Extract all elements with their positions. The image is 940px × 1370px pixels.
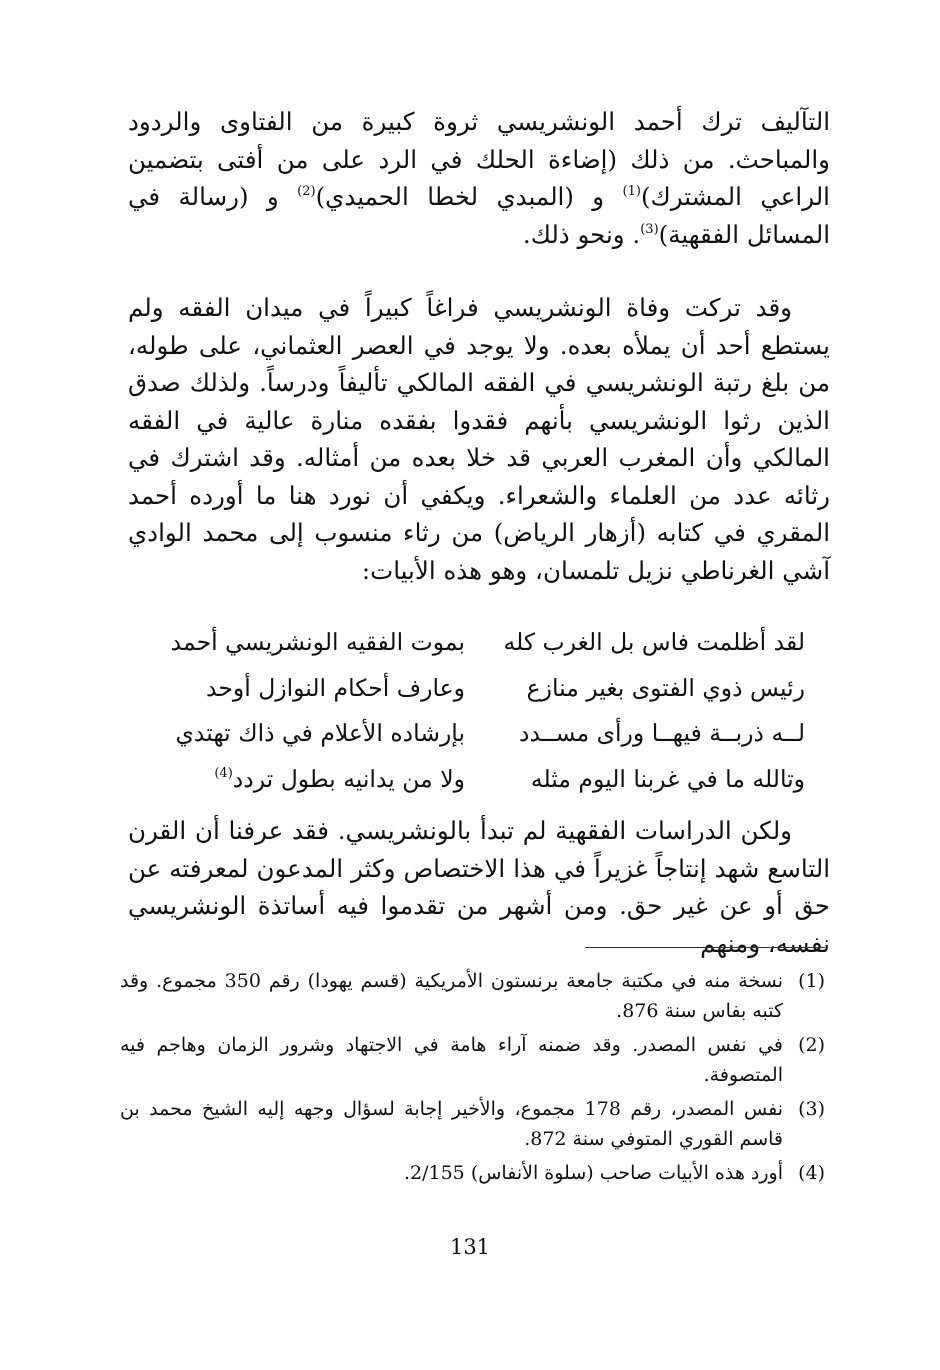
poem-verses: [170, 620, 805, 802]
paragraph-2: [128, 289, 830, 589]
verse-second-hemistich: [175, 757, 465, 803]
paragraph-1: [128, 103, 830, 253]
verse-footnote-ref: (4): [214, 765, 233, 781]
footnote-text: أورد هذه الأبيات صاحب (سلوة الأنفاس) 2/155.: [403, 1162, 783, 1184]
para1-text-c: و (رسالة في المسائل الفقهية): [128, 182, 830, 249]
page-number: 131: [449, 1235, 491, 1259]
verse-second-text: بإرشاده الأعلام في ذاك تهتدي: [175, 719, 465, 747]
footnote-text: نفس المصدر، رقم 178 مجموع، والأخير إجابة لسؤال وجهه إليه الشيخ محمد بن قاسم القوري المتوفي سنة 872.: [120, 1098, 783, 1150]
verse-row: [175, 711, 805, 757]
footnote-ref-2: (2): [297, 184, 316, 199]
verse-second-hemistich: [175, 711, 465, 757]
para2-text: وقد تركت وفاة الونشريسي فراغاً كبيراً في ميدان الفقه ولم يستطع أحد أن يملأه بعده. ولا يوجد في العصر العثماني، على طوله، من بلغ رتبة الونشريسي في الفقه المالكي تأليفاً ودرساً. ولذلك صدق الذين رثوا الونشريسي بأنهم فقدوا بفقده منارة عالية في الفقه المالكي وأن المغرب العربي قد خلا بعده من أمثاله. وقد اشترك في رثائه عدد من العلماء والشعراء. ويكفي أن نورد هنا ما أورده أحمد المقري في كتابه (أزهار الرياض) من رثاء منسوب إلى محمد الوادي آشي الغرناطي نزيل تلمسان، وهو هذه الأبيات:: [128, 293, 830, 585]
footnote-number: (4): [798, 1162, 825, 1184]
verse-second-hemistich: [175, 666, 465, 712]
verse-first-hemistich: وتالله ما في غربنا اليوم مثله: [530, 764, 805, 793]
verse-row: [170, 620, 805, 666]
verse-second-hemistich: [170, 620, 465, 666]
footnote-item: [120, 966, 825, 1026]
footnote-text: في نفس المصدر. وقد ضمنه آراء هامة في الاجتهاد وشرور الزمان وهاجم فيه المتصوفة.: [120, 1034, 783, 1086]
para1-text-a: التآليف ترك أحمد الونشريسي ثروة كبيرة من الفتاوى والردود والمباحث. من ذلك (إضاءة الحلك في الرد على من أفتى بتضمين الراعي المشترك): [128, 107, 830, 211]
verse-first-hemistich: لقد أظلمت فاس بل الغرب كله: [503, 628, 805, 656]
verse-second-text: ولا من يدانيه بطول تردد: [232, 764, 465, 793]
footnote-item: [120, 1030, 825, 1090]
footnote-text: نسخة منه في مكتبة جامعة برنستون الأمريكية (قسم يهودا) رقم 350 مجموع. وقد كتبه بفاس سنة 876.: [120, 970, 783, 1022]
verse-first-hemistich: لــه ذربــة فيهــا ورأى مســدد: [519, 719, 805, 747]
para1-text-b: و (المبدي لخطا الحميدي): [315, 182, 623, 211]
footnote-divider: [585, 947, 825, 948]
footnotes: [120, 966, 825, 1192]
footnote-item: [120, 1158, 825, 1188]
para3-text: ولكن الدراسات الفقهية لم تبدأ بالونشريسي. فقد عرفنا أن القرن التاسع شهد إنتاجاً غزيراً في هذا الاختصاص وكثر المدعون لمعرفته عن حق أو عن غير حق. ومن أشهر من تقدموا فيه أساتذة الونشريسي نفسه، ومنهم: [128, 816, 830, 958]
verse-row: [175, 757, 805, 803]
verse-second-text: وعارف أحكام النوازل أوحد: [205, 673, 465, 702]
verse-second-text: بموت الفقيه الونشريسي أحمد: [170, 628, 465, 656]
footnote-number: (1): [798, 970, 825, 992]
footnote-item: [120, 1094, 825, 1154]
para1-text-d: . ونحو ذلك.: [522, 219, 641, 249]
paragraph-3: [128, 812, 830, 962]
footnote-ref-1: (1): [622, 184, 641, 199]
verse-first-hemistich: رئيس ذوي الفتوى بغير منازع: [526, 673, 805, 702]
verse-row: [175, 666, 805, 712]
footnote-number: (3): [798, 1098, 825, 1120]
footnote-ref-3: (3): [640, 221, 659, 237]
footnote-number: (2): [798, 1034, 825, 1056]
